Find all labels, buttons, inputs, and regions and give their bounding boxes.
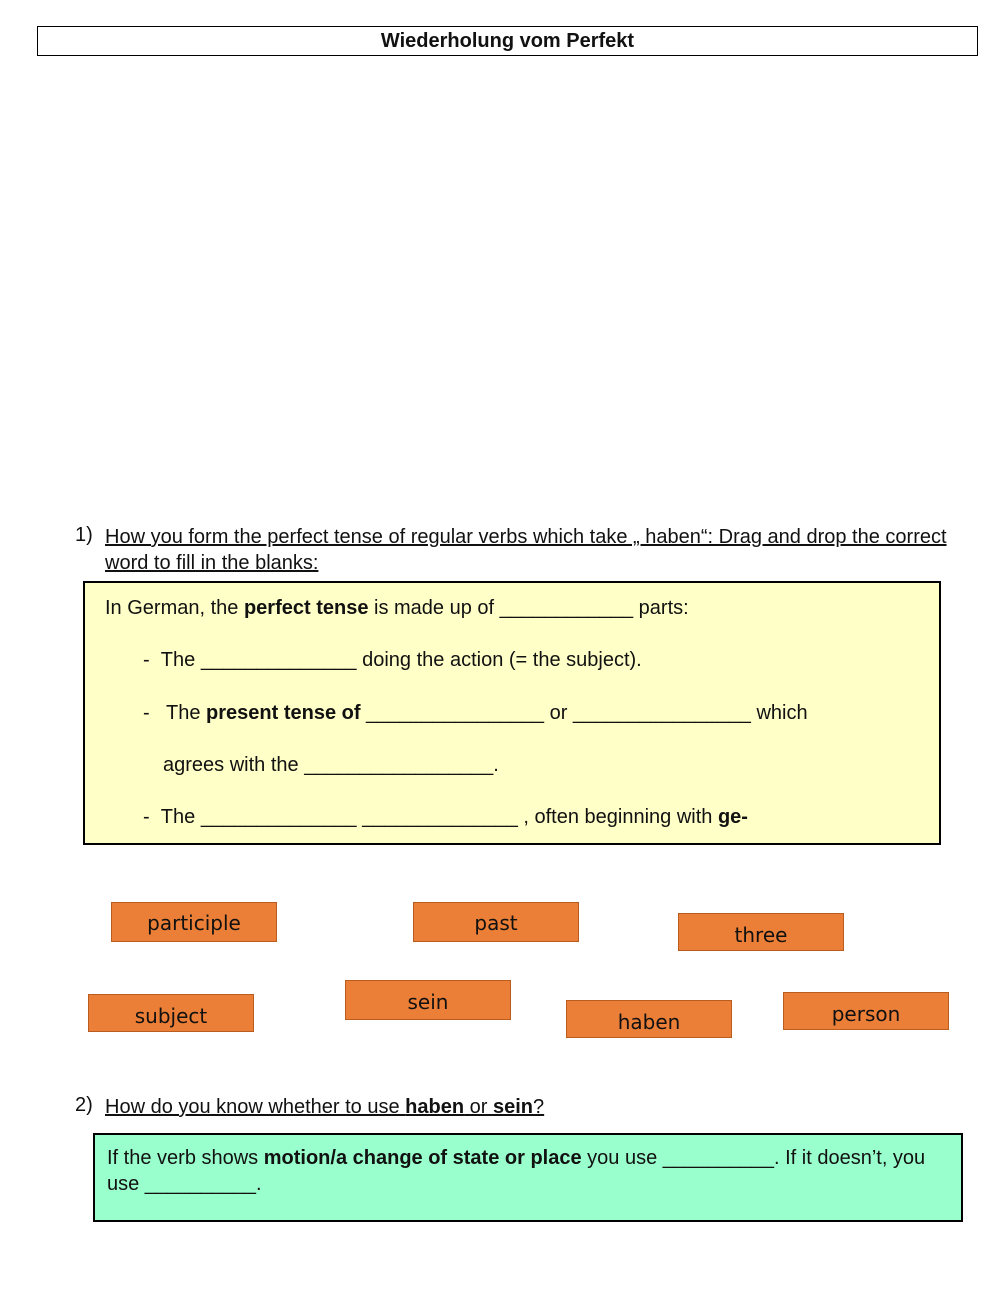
chip-participle[interactable]: participle [111, 902, 277, 942]
box1-line-3: - The present tense of ________________ or ________________ which [143, 702, 808, 724]
page-title: Wiederholung vom Perfekt [37, 26, 978, 56]
box1-line-5: - The ______________ ______________ , often beginning with ge- [143, 806, 748, 828]
question-2-prompt: How do you know whether to use haben or sein? [105, 1096, 545, 1118]
blank-auxiliaries[interactable]: ________________ or ________________ which [360, 702, 808, 724]
box1-line-2: - The ______________ doing the action (= the subject). [143, 649, 642, 671]
question-1-prompt: How you form the perfect tense of regular verbs which take „ haben“: Drag and drop the correct word to fill in the blanks: [105, 526, 947, 574]
question-2-number: 2) [75, 1094, 93, 1116]
blank-past-participle[interactable]: The ______________ ______________ , often beginning with [160, 806, 718, 828]
chip-haben[interactable]: haben [566, 1000, 732, 1038]
chip-three[interactable]: three [678, 913, 844, 951]
fill-in-box-1 [83, 581, 941, 845]
fill-in-box-2: If the verb shows motion/a change of state or place you use __________. If it doesn’t, you use __________. [93, 1133, 963, 1222]
blank-subject[interactable]: agrees with the _________________. [163, 754, 499, 776]
chip-subject[interactable]: subject [88, 994, 254, 1032]
box1-line-4 [163, 754, 499, 777]
blank-parts[interactable]: is made up of ____________ parts: [368, 597, 689, 619]
chip-past[interactable]: past [413, 902, 579, 942]
blank-haben-sein[interactable]: you use __________. If it doesn’t, you use __________. [107, 1147, 926, 1195]
chip-person[interactable]: person [783, 992, 949, 1030]
chip-sein[interactable]: sein [345, 980, 511, 1020]
blank-person[interactable]: The ______________ doing the action (= the subject). [160, 649, 642, 671]
box1-line-1: In German, the perfect tense is made up of ____________ parts: [105, 597, 689, 619]
question-1-number: 1) [75, 524, 93, 546]
